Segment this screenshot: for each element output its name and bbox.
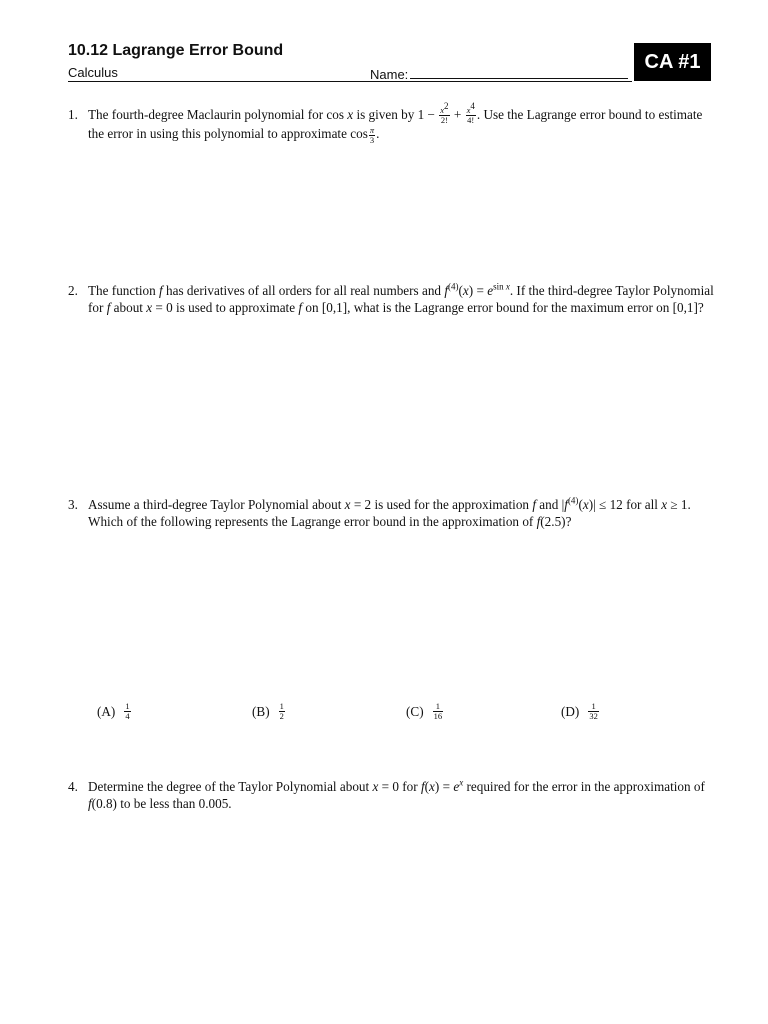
- question-text: Assume a third-degree Taylor Polynomial about x = 2 is used for the approximation f and $|f^{(4)}(x)| \le 12$ for all x ≥ 1. Which of the following represents the Lagrange error bound in the approximation of f(2.5)?: [88, 495, 691, 529]
- course-name: Calculus: [68, 65, 118, 80]
- question-number: 2.: [68, 283, 78, 298]
- choice-d[interactable]: (D) $\frac{1}{32}$: [561, 701, 598, 721]
- choice-a[interactable]: (A) $\frac{1}{4}$: [97, 701, 130, 721]
- name-label: Name:: [370, 67, 409, 82]
- header-divider: [68, 81, 632, 82]
- question-text: The fourth-degree Maclaurin polynomial for cos x is given by 1 − $\frac{x^2}{2!}$ + $\frac{x^4}{4!}$ . Use the Lagrange error bound to estimate the error in using this polynomial to approximate cos $\frac{\pi}{3}$ .: [88, 101, 703, 145]
- question-number: 4.: [68, 779, 78, 794]
- question-text: The function f has derivatives of all orders for all real numbers and $f^{(4)}(x) = e^{sin x}$. If the third-degree Taylor Polynomial for f about x = 0 is used to approximate f on [0,1], what is the Lagrange error bound for the maximum error on [0,1]?: [88, 281, 714, 315]
- choice-fraction: $\frac{1}{4}$: [125, 701, 130, 721]
- choice-b[interactable]: (B) $\frac{1}{2}$: [252, 701, 284, 721]
- question-3: [68, 496, 716, 530]
- choice-fraction: $\frac{1}{16}$: [433, 701, 443, 721]
- choice-fraction: $\frac{1}{2}$: [279, 701, 284, 721]
- question-number: 1.: [68, 107, 78, 122]
- question-text: Determine the degree of the Taylor Polynomial about x = 0 for $f(x) = e^x$ required for the error in the approximation of f(0.8) to be less than 0.005.: [88, 777, 705, 811]
- choice-c[interactable]: (C) $\frac{1}{16}$: [406, 701, 443, 721]
- choice-fraction: $\frac{1}{32}$: [589, 701, 598, 721]
- question-1: [68, 101, 716, 145]
- question-number: 3.: [68, 497, 78, 512]
- name-blank-line: [410, 65, 628, 79]
- question-2: [68, 282, 716, 316]
- worksheet-title: 10.12 Lagrange Error Bound: [68, 42, 284, 59]
- assignment-badge: CA #1: [634, 43, 711, 81]
- name-field: [370, 65, 628, 82]
- question-4: [68, 778, 716, 812]
